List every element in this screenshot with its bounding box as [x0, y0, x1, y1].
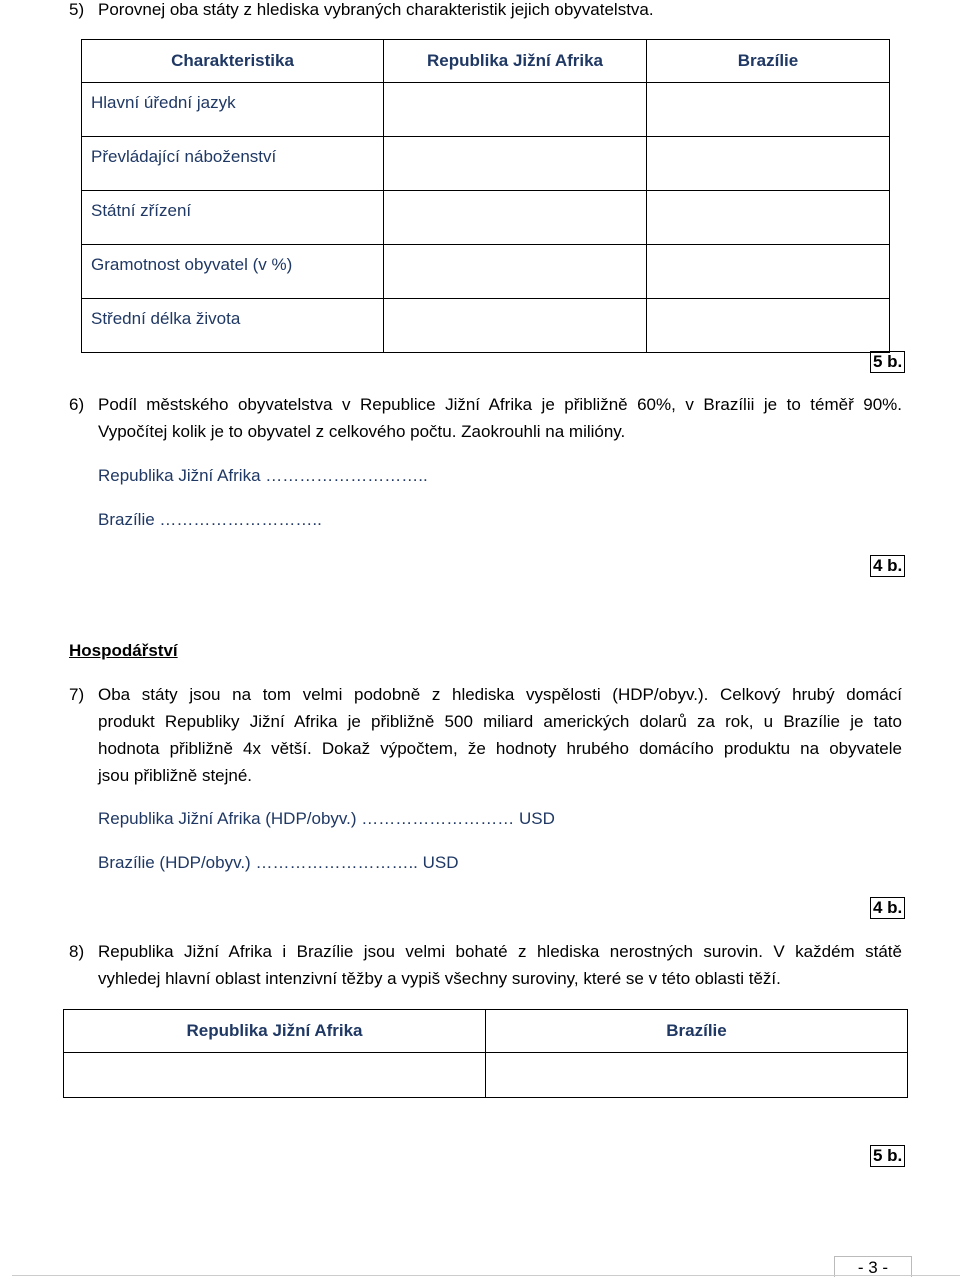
q7-number: 7) [69, 685, 85, 704]
header-characteristic: Charakteristika [82, 40, 384, 83]
answer-cell[interactable] [486, 1053, 908, 1098]
answer-cell[interactable] [384, 191, 647, 245]
answer-cell[interactable] [384, 137, 647, 191]
section-heading: Hospodářství [69, 641, 178, 660]
answer-cell[interactable] [64, 1053, 486, 1098]
header-south-africa: Republika Jižní Afrika [384, 40, 647, 83]
answer-cell[interactable] [384, 83, 647, 137]
q6-answer-south-africa[interactable]: Republika Jižní Afrika ……………………….. [98, 466, 428, 485]
row-label: Hlavní úřední jazyk [82, 83, 384, 137]
q6-line1: Podíl městského obyvatelstva v Republice Jižní Afrika je přibližně 60%, v Brazílii je to téměř 90%. [98, 395, 902, 414]
table-header-row [64, 1010, 908, 1053]
q8-points: 5 b. [870, 1145, 905, 1167]
table-row [82, 245, 890, 299]
table-row [82, 299, 890, 353]
q8-line2: vyhledej hlavní oblast intenzivní těžby a vypiš všechny suroviny, které se v této oblasti těží. [98, 969, 781, 988]
answer-cell[interactable] [384, 245, 647, 299]
q8-line1: Republika Jižní Afrika i Brazílie jsou velmi bohaté z hlediska nerostných surovin. V každém státě [98, 942, 902, 961]
table-row [64, 1053, 908, 1098]
q6-number: 6) [69, 395, 85, 414]
q6-line2: Vypočítej kolik je to obyvatel z celkového počtu. Zaokrouhli na milióny. [98, 422, 626, 441]
answer-cell[interactable] [647, 137, 890, 191]
q5-text: Porovnej oba státy z hlediska vybraných charakteristik jejich obyvatelstva. [98, 0, 654, 19]
answer-cell[interactable] [384, 299, 647, 353]
header-brazil: Brazílie [486, 1010, 908, 1053]
q7-line1: Oba státy jsou na tom velmi podobně z hlediska vyspělosti (HDP/obyv.). Celkový hrubý domácí [98, 685, 902, 704]
q7-answer-brazil[interactable]: Brazílie (HDP/obyv.) ……………………….. USD [98, 853, 459, 872]
q7-line4: jsou přibližně stejné. [98, 766, 253, 785]
header-brazil: Brazílie [647, 40, 890, 83]
q8-number: 8) [69, 942, 85, 961]
row-label: Gramotnost obyvatel (v %) [82, 245, 384, 299]
row-label: Převládající náboženství [82, 137, 384, 191]
q6-points: 4 b. [870, 555, 905, 577]
table-header-row [82, 40, 890, 83]
answer-cell[interactable] [647, 83, 890, 137]
table-row [82, 83, 890, 137]
q7-points: 4 b. [870, 897, 905, 919]
answer-cell[interactable] [647, 299, 890, 353]
q5-points: 5 b. [870, 351, 905, 373]
q5-number: 5) [69, 0, 85, 19]
table-row [82, 191, 890, 245]
table-row [82, 137, 890, 191]
q7-line2: produkt Republiky Jižní Afrika je přibližně 500 miliard amerických dolarů za rok, u Brazílie je tato [98, 712, 902, 731]
answer-cell[interactable] [647, 245, 890, 299]
header-south-africa: Republika Jižní Afrika [64, 1010, 486, 1053]
row-label: Státní zřízení [82, 191, 384, 245]
q7-line3: hodnota přibližně 4x větší. Dokaž výpočtem, že hodnoty hrubého domácího produktu na obyvatele [98, 739, 902, 758]
row-label: Střední délka života [82, 299, 384, 353]
page-number: - 3 - [834, 1256, 912, 1277]
q8-table [63, 1009, 908, 1098]
answer-cell[interactable] [647, 191, 890, 245]
q6-answer-brazil[interactable]: Brazílie ……………………….. [98, 510, 322, 529]
q7-answer-south-africa[interactable]: Republika Jižní Afrika (HDP/obyv.) ……………………… USD [98, 809, 555, 828]
q5-table [81, 39, 890, 353]
